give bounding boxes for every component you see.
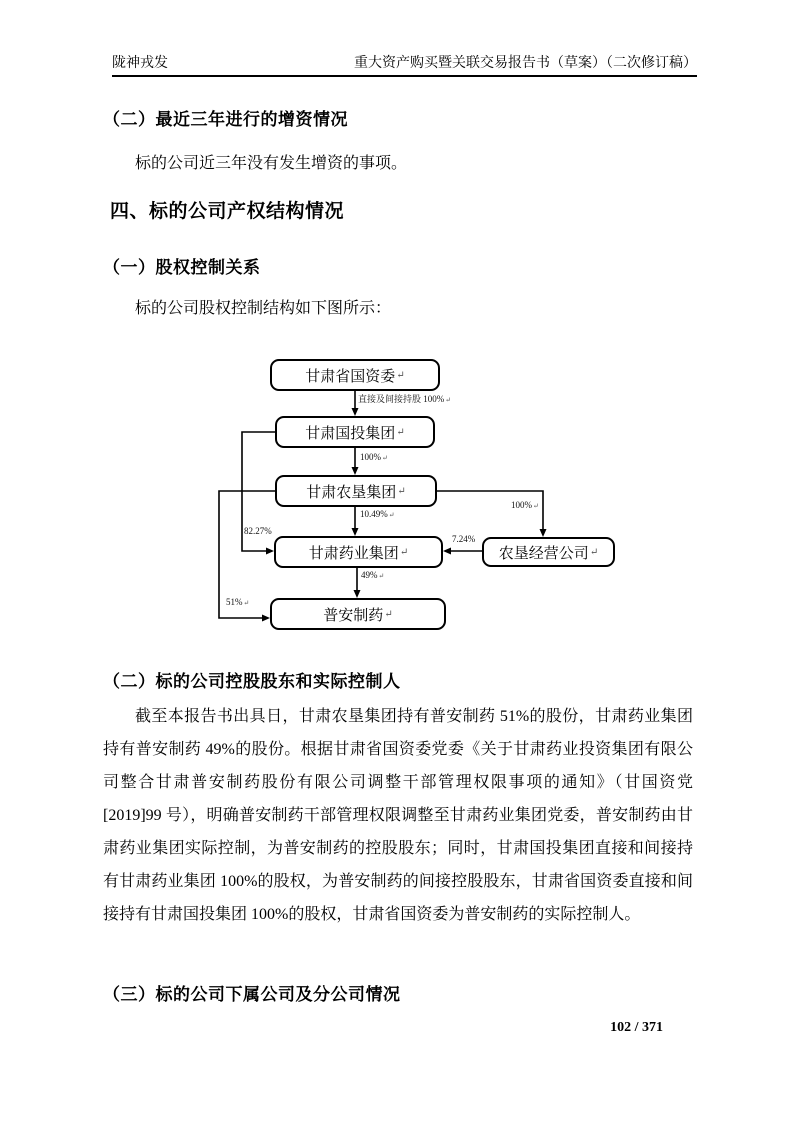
heading-subsidiaries: （三）标的公司下属公司及分公司情况 xyxy=(103,985,401,1004)
edge-label-82-27: 82.27% xyxy=(244,526,272,536)
paragraph-return-icon: ↵ xyxy=(396,426,405,438)
paragraph-return-icon: ↵ xyxy=(382,454,388,462)
org-box-label: 甘肃省国资委 xyxy=(305,368,396,385)
paragraph-equity-intro: 标的公司股权控制结构如下图所示： xyxy=(135,300,392,317)
paragraph-return-icon: ↵ xyxy=(396,369,405,381)
header-company: 陇神戎发 xyxy=(112,56,168,71)
edge-label-10-49: 10.49%↵ xyxy=(360,509,395,519)
paragraph-return-icon: ↵ xyxy=(533,502,539,510)
paragraph-return-icon: ↵ xyxy=(445,396,452,404)
heading-equity-control: （一）股权控制关系 xyxy=(103,258,261,277)
org-box-gansu-guotou xyxy=(275,416,435,448)
org-box-gansu-pharma xyxy=(274,536,443,568)
paragraph-return-icon: ↵ xyxy=(243,599,250,607)
org-box-label: 农垦经营公司 xyxy=(498,545,589,562)
edge-label-direct-indirect-100: 直接及间接持股 100%↵ xyxy=(358,394,452,404)
paragraph-capital-increase: 标的公司近三年没有发生增资的事项。 xyxy=(135,155,408,172)
org-box-label: 甘肃药业集团 xyxy=(308,545,399,562)
heading-controlling-shareholder: （二）标的公司控股股东和实际控制人 xyxy=(103,672,401,691)
equity-structure-diagram xyxy=(103,355,693,645)
paragraph-return-icon: ↵ xyxy=(397,485,406,497)
edge-label-100-nongken-jingying: 100%↵ xyxy=(511,500,539,510)
paragraph-return-icon: ↵ xyxy=(378,572,385,580)
edge-label-7-24: 7.24% xyxy=(452,534,476,544)
page-number: 102 / 371 xyxy=(610,1020,663,1035)
edge-label-100-guotou-nongken: 100%↵ xyxy=(360,452,388,462)
org-box-gansu-sasac xyxy=(270,359,440,391)
paragraph-return-icon: ↵ xyxy=(589,546,599,558)
paragraph-controlling-shareholder: 截至本报告书出具日，甘肃农垦集团持有普安制药 51%的股份，甘肃药业集团持有普安制药 49%的股份。根据甘肃省国资委党委《关于甘肃药业投资集团有限公司整合甘肃普安制药股份有限公司调整干部管理权限事项的通知》（甘国资党[2019]99 号），明确普安制药干部管理权限调整至甘肃药业集团党委，普安制药由甘肃药业集团实际控制，为普安制药的控股股东；同时，甘肃国投集团直接和间接持有甘肃药业集团 100%的股权，为普安制药的间接控股股东，甘肃省国资委直接和间接持有甘肃国投集团 100%的股权，甘肃省国资委为普安制药的实际控制人。 xyxy=(103,708,693,923)
header-report-title: 重大资产购买暨关联交易报告书（草案）（二次修订稿） xyxy=(354,56,697,71)
edge-label-51: 51%↵ xyxy=(226,597,250,607)
org-box-puan-pharma xyxy=(270,598,446,630)
paragraph-return-icon: ↵ xyxy=(384,608,393,620)
org-box-nongken-jingying xyxy=(482,537,615,567)
org-box-label: 甘肃国投集团 xyxy=(305,425,396,442)
heading-capital-increase: （二）最近三年进行的增资情况 xyxy=(103,110,348,129)
edge-label-49: 49%↵ xyxy=(361,570,385,580)
org-box-label: 普安制药 xyxy=(323,607,384,624)
org-box-label: 甘肃农垦集团 xyxy=(306,484,397,501)
org-box-gansu-nongken xyxy=(275,475,437,507)
heading-ownership-structure: 四、标的公司产权结构情况 xyxy=(110,201,345,222)
page-header xyxy=(112,52,697,77)
paragraph-return-icon: ↵ xyxy=(388,511,395,519)
paragraph-return-icon: ↵ xyxy=(399,546,409,558)
